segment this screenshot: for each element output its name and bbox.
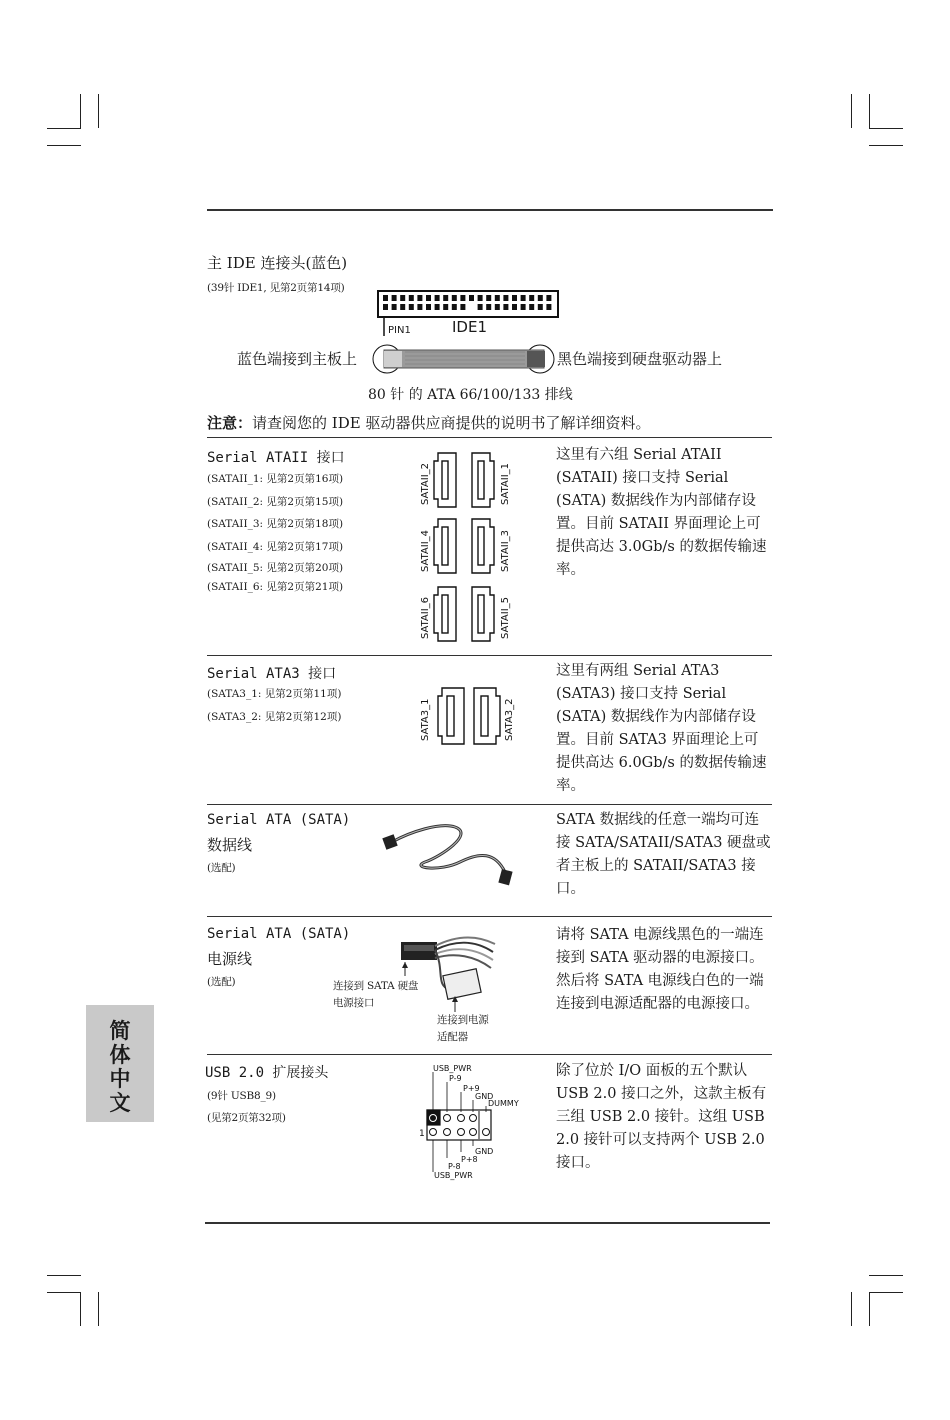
- ide-pin1-label: PIN1: [388, 325, 411, 336]
- crop-mark: [869, 1275, 903, 1276]
- crop-mark: [47, 128, 81, 129]
- sata-data-cable-image: [380, 812, 530, 892]
- sataii-5-label: SATAII_5: [500, 596, 511, 639]
- sataii-ref: (SATAII_1: 见第2页第16项): [207, 473, 344, 485]
- ide-pin: [443, 304, 448, 310]
- usb-header-diagram: [415, 1062, 527, 1182]
- datacable-optional: (选配): [207, 862, 236, 874]
- sataii-2-label: SATAII_2: [420, 462, 431, 505]
- callout-power-adapter: [437, 1012, 489, 1046]
- side-tab-char: 中: [109, 1067, 131, 1091]
- header-rule: [207, 209, 773, 211]
- usb-pin-p+9: P+9: [463, 1084, 480, 1093]
- usb-pin-gnd-bottom: GND: [475, 1147, 494, 1156]
- usb-pin-p+8: P+8: [461, 1155, 478, 1164]
- ide-ribbon-cable: [370, 342, 560, 376]
- ide-pin: [538, 304, 543, 310]
- usb-pin-p-8: P-8: [448, 1162, 461, 1171]
- ide-pin: [460, 295, 465, 301]
- sataii-title: Serial ATAII 接口: [207, 450, 345, 466]
- ide-pin: [521, 295, 526, 301]
- ide-pin: [469, 295, 474, 301]
- side-tab-char: 体: [109, 1043, 131, 1067]
- callout-sata-drive: [333, 978, 418, 1012]
- note-label: 注意：: [207, 414, 253, 432]
- sataii-ref: (SATAII_2: 见第2页第15项): [207, 495, 344, 508]
- ide-pin: [417, 295, 422, 301]
- ide-pin: [392, 295, 397, 301]
- ide-pin: [417, 304, 422, 310]
- ide-right-caption: 黑色端接到硬盘驱动器上: [557, 350, 723, 368]
- usb-reference: (见第2页第32项): [207, 1112, 286, 1124]
- ide-pin: [546, 295, 551, 301]
- sataii-ref: (SATAII_4: 见第2页第17项): [207, 540, 344, 553]
- ide-reference: (39针 IDE1, 见第2页第14项): [207, 282, 345, 294]
- crop-mark: [80, 94, 81, 128]
- crop-mark: [869, 128, 903, 129]
- footer-rule: [205, 1222, 770, 1224]
- ide-title: 主 IDE 连接头(蓝色): [207, 254, 348, 272]
- sata3-description: 这里有两组 Serial ATA3 (SATA3) 接口支持 Serial (SATA) 数据线作为内部储存设置。目前 SATA3 界面理论上可提供高达 6.0Gb/s 的数据传输速率。: [556, 663, 767, 794]
- section-divider: [207, 804, 772, 805]
- sataii-3-label: SATAII_3: [500, 529, 511, 572]
- sata3-2-label: SATA3_2: [504, 698, 515, 741]
- crop-mark: [851, 94, 852, 128]
- sata3-title: Serial ATA3 接口: [207, 666, 337, 682]
- callout-line: 电源接口: [333, 997, 375, 1009]
- usb-pin-p-9: P-9: [449, 1074, 462, 1083]
- crop-mark: [869, 1292, 870, 1326]
- ide-pin: [435, 295, 440, 301]
- datacable-title2: 数据线: [207, 836, 253, 854]
- sata3-ref: (SATA3_1: 见第2页第11项): [207, 688, 342, 700]
- usb-pin-usb-pwr: USB_PWR: [433, 1064, 472, 1073]
- note: [207, 412, 650, 433]
- ide-pin: [426, 295, 431, 301]
- language-side-tab: [86, 1005, 154, 1122]
- ide-pin: [495, 295, 500, 301]
- section-divider: [207, 655, 772, 656]
- ide-connector-label: IDE1: [452, 318, 487, 336]
- ide-pin: [392, 304, 397, 310]
- ide-pin: [512, 304, 517, 310]
- usb-pin-dummy: DUMMY: [488, 1099, 519, 1108]
- crop-mark: [47, 1275, 81, 1276]
- section-divider: [207, 916, 772, 917]
- ide-pin: [409, 295, 414, 301]
- side-tab-text: [108, 1019, 132, 1115]
- usb-title: USB 2.0 扩展接头: [205, 1065, 329, 1081]
- ide-pin: [486, 295, 491, 301]
- ide-pin: [538, 295, 543, 301]
- ide-pin: [400, 304, 405, 310]
- section-divider: [207, 437, 772, 438]
- sataii-1-label: SATAII_1: [500, 462, 511, 505]
- usb-pin-info: (9针 USB8_9): [207, 1090, 276, 1102]
- ide-pin: [452, 304, 457, 310]
- usb-pin-gnd: GND: [475, 1092, 494, 1101]
- callout-line: 适配器: [437, 1031, 468, 1043]
- datacable-description: SATA 数据线的任意一端均可连接 SATA/SATAII/SATA3 硬盘或者主板上的 SATAII/SATA3 接口。: [556, 812, 771, 897]
- powercable-title: Serial ATA (SATA): [207, 926, 351, 942]
- ide-pin: [512, 295, 517, 301]
- sataii-description: 这里有六组 Serial ATAII (SATAII) 接口支持 Serial (SATA) 数据线作为内部储存设置。目前 SATAII 界面理论上可提供高达 3.0Gb/s 的数据传输速率。: [556, 447, 767, 578]
- ide-cable-caption: 80 针 的 ATA 66/100/133 排线: [368, 387, 573, 403]
- crop-mark: [47, 1292, 81, 1293]
- usb-pin-one-marker: 1: [419, 1129, 425, 1139]
- crop-mark: [851, 1292, 852, 1326]
- sataii-6-label: SATAII_6: [420, 596, 431, 639]
- callout-line: 连接到电源: [437, 1014, 489, 1026]
- ide-pin: [435, 304, 440, 310]
- crop-mark: [869, 1292, 903, 1293]
- side-tab-char: 文: [109, 1091, 131, 1115]
- ide-pin: [478, 295, 483, 301]
- ide-pin: [426, 304, 431, 310]
- ide-pin: [400, 295, 405, 301]
- sata3-connectors-diagram: [412, 685, 522, 747]
- sataii-ref: (SATAII_6: 见第2页第21项): [207, 581, 344, 593]
- sata3-ref: (SATA3_2: 见第2页第12项): [207, 710, 342, 723]
- crop-mark: [80, 1292, 81, 1326]
- sataii-4-label: SATAII_4: [420, 529, 431, 572]
- ide-pin: [529, 304, 534, 310]
- section-divider: [207, 1054, 772, 1055]
- ide-pin: [546, 304, 551, 310]
- sata3-refs: [207, 683, 341, 728]
- ide-left-caption: 蓝色端接到主板上: [237, 350, 358, 368]
- ide-pin: [460, 304, 465, 310]
- ide-pin: [529, 295, 534, 301]
- note-text: 请查阅您的 IDE 驱动器供应商提供的说明书了解详细资料。: [252, 414, 651, 432]
- sataii-refs: [207, 468, 343, 596]
- sataii-ref: (SATAII_3: 见第2页第18项): [207, 518, 344, 530]
- ide-pin: [383, 295, 388, 301]
- ide-pin: [478, 304, 483, 310]
- crop-mark: [98, 94, 99, 128]
- crop-mark: [47, 145, 81, 146]
- usb-pin-usb-pwr-bottom: USB_PWR: [434, 1171, 473, 1180]
- crop-mark: [98, 1292, 99, 1326]
- powercable-description: 请将 SATA 电源线黑色的一端连接到 SATA 驱动器的电源接口。然后将 SATA 电源线白色的一端连接到电源适配器的电源接口。: [556, 927, 764, 1012]
- crop-mark: [869, 94, 870, 128]
- ide-pin: [486, 304, 491, 310]
- side-tab-char: 简: [109, 1019, 131, 1043]
- ide-pin: [503, 304, 508, 310]
- crop-mark: [869, 145, 903, 146]
- ide-pin: [503, 295, 508, 301]
- ide-pin: [495, 304, 500, 310]
- ide-pin: [443, 295, 448, 301]
- usb-description: 除了位於 I/O 面板的五个默认 USB 2.0 接口之外，这款主板有三组 USB 2.0 接针。这组 USB 2.0 接针可以支持两个 USB 2.0 接口。: [556, 1063, 767, 1171]
- ide-pin: [409, 304, 414, 310]
- ide-pin: [452, 295, 457, 301]
- powercable-optional: (选配): [207, 976, 236, 988]
- sataii-ref: (SATAII_5: 见第2页第20项): [207, 562, 344, 574]
- powercable-title2: 电源线: [207, 950, 253, 968]
- ide-pin: [383, 304, 388, 310]
- callout-line: 连接到 SATA 硬盘: [333, 980, 419, 992]
- sata3-1-label: SATA3_1: [420, 698, 431, 741]
- ide-pin: [521, 304, 526, 310]
- sataii-connectors-diagram: [412, 447, 522, 647]
- datacable-title: Serial ATA (SATA): [207, 812, 351, 828]
